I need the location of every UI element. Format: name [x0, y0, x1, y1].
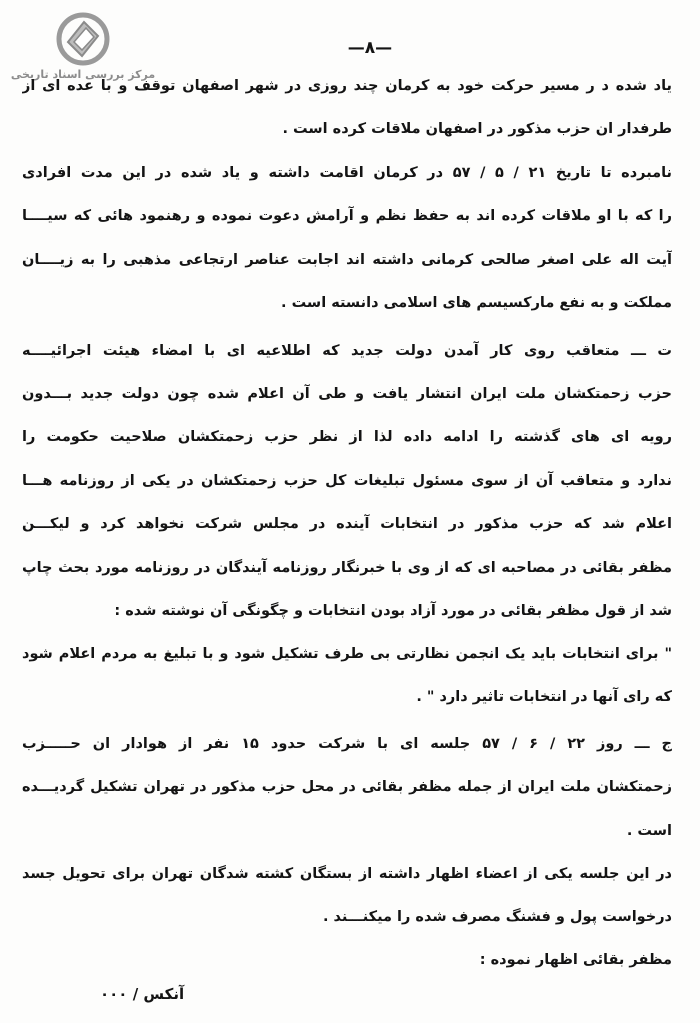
- text-line-3: نامبرده تا تاریخ ۲۱ / ۵ / ۵۷ در کرمان اقامت داشته و یاد شده در این مدت افرادی: [22, 165, 672, 181]
- text-line-21: مظفر بقائی اظهار نموده :: [479, 952, 672, 968]
- text-line-4: را که با او ملاقات کرده اند به حفظ نظم و آرامش دعوت نموده و رهنمود هائی که سیــــا: [22, 208, 672, 224]
- text-line-17: زحمتکشان ملت ایران از جمله مظفر بقائی در محل حزب مذکور در تهران تشکیل گردیـــده: [22, 779, 672, 795]
- watermark-text: مرکز بررسی اسناد تاریخی: [10, 68, 156, 81]
- text-line-14: " برای انتخابات باید یک انجمن نظارتی بی طرف تشکیل شود و با تبلیغ به مردم اعلام شود: [22, 646, 672, 662]
- text-line-7: ت ـــ متعاقب روی کار آمدن دولت جدید که اطلاعیه ای با امضاء هیئت اجرائیــــه: [22, 343, 672, 359]
- text-line-13: شد از قول مظفر بقائی در مورد آزاد بودن انتخابات و چگونگی آن نوشته شده :: [114, 603, 672, 619]
- text-line-11: اعلام شد که حزب مذکور در انتخابات آینده در مجلس شرکت نخواهد کرد و لیکـــن: [22, 516, 672, 532]
- text-line-12: مظفر بقائی در مصاحبه ای که از وی با خبرنگار روزنامه آیندگان در روزنامه مورد بحث چاپ: [22, 560, 672, 576]
- text-line-5: آیت اله علی اصغر صالحی کرمانی داشته اند اجابت عناصر ارتجاعی مذهبی را به زیــــان: [22, 252, 672, 268]
- footer-annex: آنکس / ۰۰۰: [100, 985, 185, 1003]
- text-line-15: که رای آنها در انتخابات تاثیر دارد " .: [416, 689, 672, 705]
- text-line-16: ج ـــ روز ۲۲ / ۶ / ۵۷ جلسه ای با شرکت حدود ۱۵ نفر از هوادار ان حـــــزب: [22, 736, 672, 752]
- text-line-20: درخواست پول و فشنگ مصرف شده را میکنـــند .: [323, 909, 672, 925]
- text-line-10: ندارد و متعاقب آن از سوی مسئول تبلیغات کل حزب زحمتکشان در یکی از روزنامه هـــا: [22, 473, 672, 489]
- text-line-1: یاد شده د ر مسیر حرکت خود به کرمان چند روزی در شهر اصفهان توقف و با عده ای از: [22, 78, 672, 94]
- text-line-18: است .: [626, 823, 672, 839]
- text-line-19: در این جلسه یکی از اعضاء اظهار داشته از بستگان کشته شدگان تهران برای تحویل جسد: [22, 866, 672, 882]
- text-line-8: حزب زحمتکشان ملت ایران انتشار یافت و طی آن اعلام شده چون دولت جدید بـــدون: [22, 386, 672, 402]
- text-line-6: مملکت و به نفع مارکسیسم های اسلامی دانسته است .: [281, 295, 672, 311]
- text-line-2: طرفدار ان حزب مذکور در اصفهان ملاقات کرده است .: [282, 121, 672, 137]
- archive-center-logo-icon: [56, 12, 110, 66]
- page-number: —۸—: [347, 38, 393, 58]
- text-line-9: رویه ای های گذشته را ادامه داده لذا از نظر حزب زحمتکشان صلاحیت حکومت را: [22, 429, 672, 445]
